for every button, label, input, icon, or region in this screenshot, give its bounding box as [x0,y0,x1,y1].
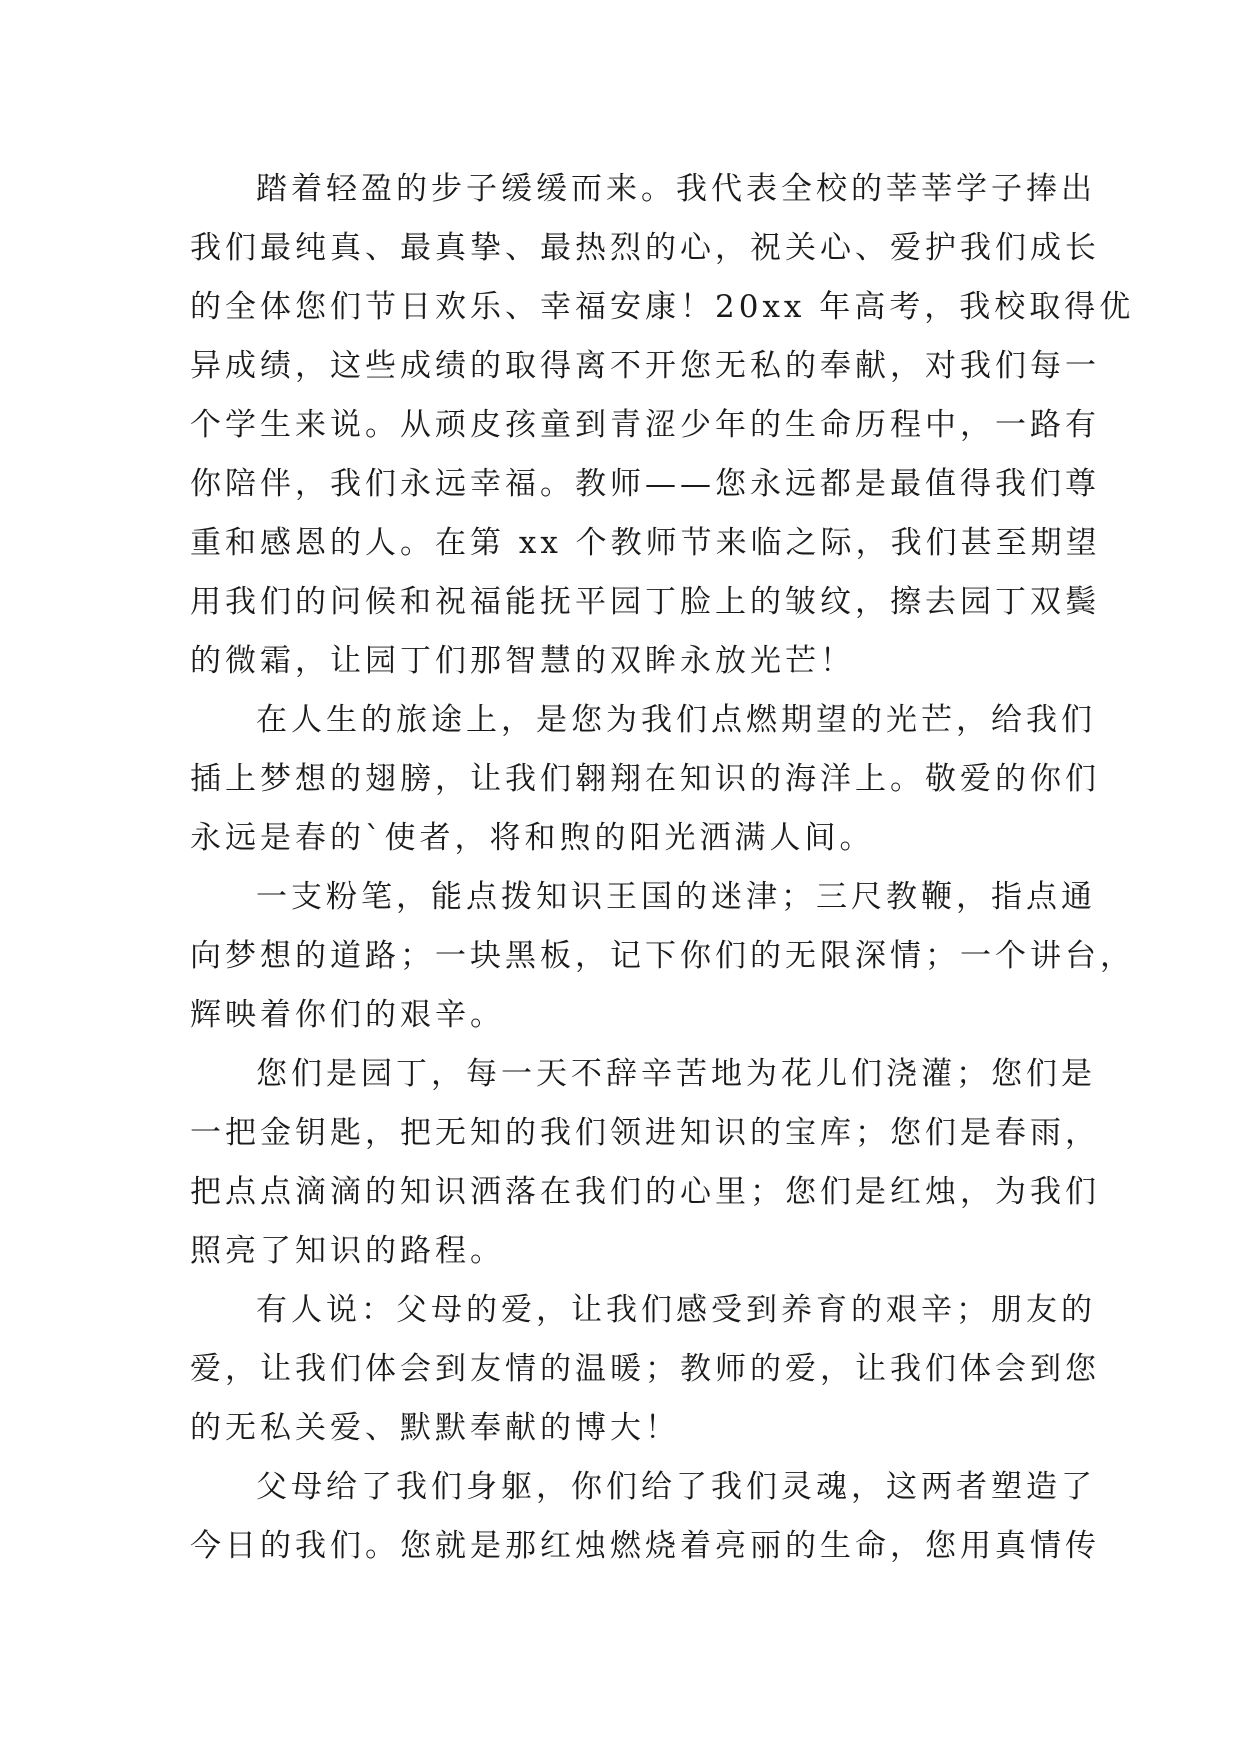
text-line: 辉映着你们的艰辛。 [190,997,505,1033]
text-line: 插上梦想的翅膀，让我们翱翔在知识的海洋上。敬爱的你们 [190,761,1100,797]
document-body [190,160,1135,1576]
text-line: 的无私关爱、默默奉献的博大！ [190,1410,680,1446]
text-line: 一支粉笔，能点拨知识王国的迷津；三尺教鞭，指点通 [256,879,1096,915]
text-line: 用我们的问候和祝福能抚平园丁脸上的皱纹，擦去园丁双鬓 [190,584,1100,620]
text-line: 您们是园丁，每一天不辞辛苦地为花儿们浇灌；您们是 [256,1056,1096,1092]
text-line: 照亮了知识的路程。 [190,1233,505,1269]
text-line: 在人生的旅途上，是您为我们点燃期望的光芒，给我们 [256,702,1096,738]
text-line: 向梦想的道路；一块黑板，记下你们的无限深情；一个讲台， [190,938,1135,974]
text-line: 踏着轻盈的步子缓缓而来。我代表全校的莘莘学子捧出 [256,171,1096,207]
text-line: 你陪伴，我们永远幸福。教师——您永远都是最值得我们尊 [190,466,1100,502]
text-line: 有人说：父母的爱，让我们感受到养育的艰辛；朋友的 [256,1292,1096,1328]
text-line: 重和感恩的人。在第 xx 个教师节来临之际，我们甚至期望 [190,525,1101,561]
text-line: 异成绩，这些成绩的取得离不开您无私的奉献，对我们每一 [190,348,1100,384]
text-line: 今日的我们。您就是那红烛燃烧着亮丽的生命，您用真情传 [190,1528,1100,1564]
text-line: 我们最纯真、最真挚、最热烈的心，祝关心、爱护我们成长 [190,230,1100,266]
text-line: 一把金钥匙，把无知的我们领进知识的宝库；您们是春雨， [190,1115,1100,1151]
text-line: 爱，让我们体会到友情的温暖；教师的爱，让我们体会到您 [190,1351,1100,1387]
text-line: 把点点滴滴的知识洒落在我们的心里；您们是红烛，为我们 [190,1174,1100,1210]
text-line: 的全体您们节日欢乐、幸福安康！20xx 年高考，我校取得优 [190,289,1135,325]
text-line: 永远是春的`使者，将和煦的阳光洒满人间。 [190,820,875,856]
text-line: 个学生来说。从顽皮孩童到青涩少年的生命历程中，一路有 [190,407,1100,443]
text-line: 的微霜，让园丁们那智慧的双眸永放光芒！ [190,643,855,679]
text-line: 父母给了我们身躯，你们给了我们灵魂，这两者塑造了 [256,1469,1096,1505]
